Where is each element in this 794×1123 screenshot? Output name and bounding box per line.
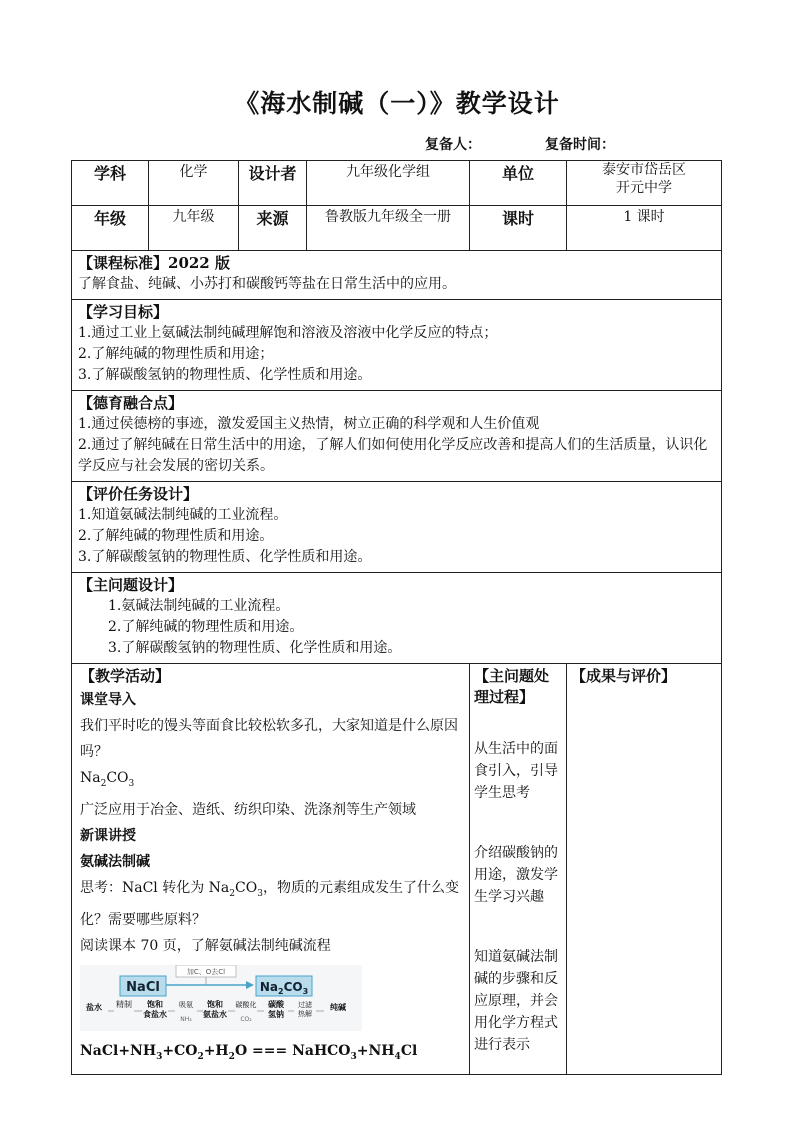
main-question-item: 1.氨碱法制纯碱的工业流程。 [108,598,290,614]
activity-title: 【教学活动】 [80,667,171,685]
main-question-item: 2.了解纯碱的物理性质和用途。 [108,619,304,635]
flow-step: 氨盐水 [203,1009,227,1019]
moral-item: 1.通过侯德榜的事迹，激发爱国主义热情，树立正确的科学观和人生价值观 [78,416,540,432]
standard-title: 【课程标准】2022 版 [78,254,230,272]
evaluation-item: 3.了解碳酸氢钠的物理性质、化学性质和用途。 [78,549,372,565]
read-text: 阅读课本 70 页，了解氨碱法制纯碱流程 [80,937,331,954]
flow-step: 纯碱 [330,1002,346,1012]
period-value: 1 课时 [567,206,722,251]
flow-top-label: 加C、O去Cl [186,967,226,976]
designer-value: 九年级化学组 [307,161,470,206]
main-question-section [72,573,722,664]
flow-step: 热解 [298,1009,312,1018]
standard-section [72,251,722,300]
goals-title: 【学习目标】 [78,303,169,321]
prep-time-label: 复备时间： [545,137,615,153]
goal-item: 2.了解纯碱的物理性质和用途； [78,346,274,362]
unit-value [567,161,722,206]
new-lesson-heading: 新课讲授 [80,827,136,844]
flow-step: 饱和 [147,999,163,1009]
reaction-equation: $NaCl+NH_3+CO_2+H_2O$ === $NaHCO_3+NH_4Cl$ [80,1042,418,1062]
flow-step: 食盐水 [143,1009,167,1019]
source-label: 来源 [239,206,307,251]
flow-step: 吸氨 [179,1000,193,1009]
flow-step: CO₂ [240,1015,252,1023]
flow-step: 碳酸 [268,999,284,1009]
header-row-2 [72,206,722,251]
unit-value-line1: 泰安市岱岳区 [602,162,686,178]
flow-step: NH₃ [180,1015,192,1023]
preparer-label: 复备人： [425,137,481,153]
process-note: 介绍碳酸钠的用途，激发学生学习兴趣 [474,845,558,905]
process-flow-diagram [80,965,463,1035]
flow-step: 饱和 [207,999,223,1009]
process-note: 从生活中的面食引入，引导学生思考 [474,741,558,801]
goals-section [72,300,722,391]
goal-item: 1.通过工业上氨碱法制纯碱理解饱和溶液及溶液中化学反应的特点； [78,325,498,341]
ammonia-heading: 氨碱法制碱 [80,853,150,870]
na2co3-formula: $Na_2CO_3$ [80,770,135,789]
flow-box-nacl: NaCl [126,979,160,995]
source-value: 鲁教版九年级全一册 [307,206,470,251]
moral-section [72,391,722,482]
flow-step: 碳酸化 [235,1000,257,1009]
flow-step: 过滤 [298,1000,312,1009]
evaluation-item: 1.知道氨碱法制纯碱的工业流程。 [78,507,288,523]
flow-step: 精制 [116,999,132,1009]
activity-row [72,664,722,1075]
main-question-item: 3.了解碳酸氢钠的物理性质、化学性质和用途。 [108,640,402,656]
flow-box-na2co3: $Na_2CO_3$ [259,979,309,996]
moral-title: 【德育融合点】 [78,394,184,412]
grade-value: 九年级 [149,206,239,251]
intro-text: 我们平时吃的馒头等面食比较松软多孔，大家知道是什么原因吗？ [80,718,458,760]
evaluation-title: 【评价任务设计】 [78,485,199,503]
grade-label: 年级 [72,206,149,251]
usage-text: 广泛应用于冶金、造纸、纺织印染、洗涤剂等生产领域 [80,801,416,818]
subject-label: 学科 [72,161,149,206]
flow-step: 盐水 [86,1002,102,1012]
process-title: 【主问题处理过程】 [474,667,550,706]
period-label: 课时 [470,206,567,251]
results-title: 【成果与评价】 [571,667,677,685]
designer-label: 设计者 [239,161,307,206]
intro-heading: 课堂导入 [80,692,136,708]
standard-line: 了解食盐、纯碱、小苏打和碳酸钙等盐在日常生活中的应用。 [78,276,456,292]
subject-value: 化学 [149,161,239,206]
evaluation-section [72,482,722,573]
goal-item: 3.了解碳酸氢钠的物理性质、化学性质和用途。 [78,367,372,383]
flow-step: 氢钠 [268,1009,284,1019]
lesson-plan-table [71,160,722,1075]
evaluation-item: 2.了解纯碱的物理性质和用途。 [78,528,274,544]
unit-value-line2: 开元中学 [616,180,672,196]
moral-item: 2.通过了解纯碱在日常生活中的用途，了解人们如何使用化学反应改善和提高人们的生活质量，认识化学反应与社会发展的密切关系。 [78,437,708,474]
page-title: 《海水制碱（一）》教学设计 [234,89,560,118]
unit-label: 单位 [470,161,567,206]
main-question-title: 【主问题设计】 [78,576,184,594]
think-text: 思考：NaCl 转化为 $Na_2CO_3$，物质的元素组成发生了什么变化？需要哪些原料？ [80,879,459,928]
header-row-1 [72,161,722,206]
process-note: 知道氨碱法制碱的步骤和反应原理，并会用化学方程式进行表示 [474,949,558,1053]
